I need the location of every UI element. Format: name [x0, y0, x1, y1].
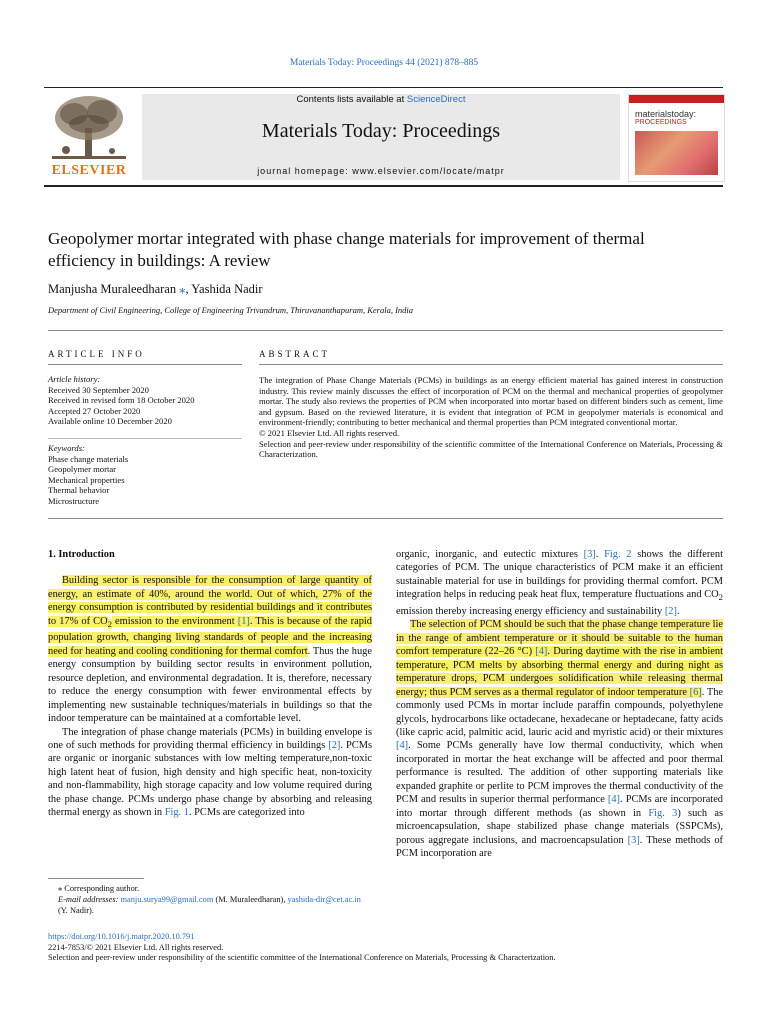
paragraph-text: . PCMs are incorporated into mortar through different methods (as shown in	[396, 794, 724, 819]
history-received: Received 30 September 2020	[48, 384, 149, 395]
abstract-text: The integration of Phase Change Materials (PCMs) in buildings as an energy efficient material has gained interest in construction industry. This review mainly discusses the effect of incorporation of PCM on the thermal and mechanical properties of geopolymer mortar. The study also reviews the properties of PCM when incorporated into mortar based on different binders such as cement, lime and gypsum. Based on the reviewed literature, it is evident that integration of PCM in geopolymer materials is economical and environment-friendly; contributing to better mechanical and thermal properties than PCM integrated conventional mortar.	[259, 375, 723, 428]
doi-link[interactable]: https://doi.org/10.1016/j.matpr.2020.10.791	[48, 932, 195, 941]
corresponding-author-note: ⁎ Corresponding author.	[58, 884, 140, 893]
author-1: Manjusha Muraleedharan	[48, 282, 177, 296]
intro-paragraph-1	[48, 574, 372, 725]
journal-cover-image	[628, 94, 725, 182]
keyword: Microstructure	[48, 495, 100, 506]
header-top-rule	[44, 87, 723, 88]
email-label: E-mail addresses:	[58, 895, 121, 904]
journal-homepage	[142, 166, 620, 176]
journal-reference[interactable]: Materials Today: Proceedings 44 (2021) 878–885	[289, 58, 479, 68]
paragraph-text: . These methods of PCM incorporation are	[396, 834, 723, 860]
homepage-prefix: journal homepage:	[257, 166, 353, 176]
elsevier-wordmark: ELSEVIER	[51, 163, 127, 178]
author-list	[48, 281, 263, 297]
page-footer	[48, 932, 728, 964]
citation-link[interactable]: [4]	[535, 646, 548, 658]
cover-artwork	[635, 131, 718, 175]
abstract-selection: Selection and peer-review under responsibility of the scientific committee of the International Conference on Materials, Processing & Characterization.	[259, 438, 723, 460]
info-top-rule	[48, 330, 723, 331]
corresponding-author-mark[interactable]: ⁎	[179, 282, 186, 296]
paragraph-text: ) such as microencapsulation, shape stabilized phase change materials (SSPCMs), porous aggregate inclusions, and macroencapsulation	[396, 807, 723, 846]
citation-link[interactable]: [3]	[583, 549, 596, 560]
abstract-copyright: © 2021 Elsevier Ltd. All rights reserved.	[259, 427, 400, 438]
co2-subscript: 2	[718, 592, 723, 603]
intro-paragraph-3	[396, 618, 723, 860]
keyword: Phase change materials	[48, 453, 129, 464]
keywords-label: Keywords:	[48, 443, 85, 453]
citation-link[interactable]: [2]	[328, 739, 341, 751]
keywords-rule	[48, 438, 242, 439]
abstract-rule	[259, 364, 723, 365]
highlighted-text: The selection of PCM should be such that the phase change temperature lie in the range of ambient temperature or it should be suitable to the human comfort temperature (22–26 °C)	[396, 619, 723, 658]
paragraph-text: .	[595, 549, 605, 560]
article-info-rule	[48, 364, 242, 365]
paragraph-text: . PCMs are categorized into	[188, 807, 305, 819]
section-heading: 1. Introduction	[48, 549, 115, 560]
highlighted-text: Building sector is responsible for the consumption of large quantity of energy, an estimate of 40%, around the world. Out of which, 27% of the energy consumption is contributed by residential buildings and it contributes to 17% of CO	[48, 575, 372, 627]
author-2: Yashida Nadir	[191, 282, 263, 296]
co2-subscript: 2	[107, 618, 112, 629]
keyword: Mechanical properties	[48, 474, 125, 485]
paragraph-text: The integration of phase change materials (PCMs) in building envelope is one of such methods for providing thermal efficiency in buildings	[48, 726, 372, 751]
citation-link[interactable]: [1]	[237, 615, 250, 627]
intro-paragraph-2	[48, 726, 372, 820]
abstract-bottom-rule	[48, 518, 723, 519]
homepage-url[interactable]: www.elsevier.com/locate/matpr	[352, 166, 505, 176]
intro-column-2	[396, 548, 723, 861]
citation-link[interactable]: [3]	[627, 834, 640, 846]
citation-link[interactable]: [2]	[664, 605, 677, 617]
intro-column-1	[48, 548, 372, 820]
paragraph-text: . Thus the huge energy consumption by building sector results in environment pollution, resource depletion, and environmental degradation. It is, therefore, necessary to reduce the energy consumption with fewer environmental effects by implementing new sustainable techniques/materials in buildings so that the indoor temperature can be maintained at a comfortable level.	[48, 645, 372, 725]
paragraph-text: . PCMs are organic or inorganic substances with low melting temperature,non-toxic high latent heat of fusion, high density and high specific heat, non-toxicity and non-flammability, high storage capacity and low volume required during the phase change. PCMs undergo phase change by absorbing and releasing thermal energy as shown in	[48, 739, 372, 819]
abstract-body	[259, 375, 723, 460]
footer-selection: Selection and peer-review under responsibility of the scientific committee of the International Conference on Materials, Processing & Characterization.	[48, 953, 556, 962]
article-history	[48, 374, 242, 427]
header-bottom-rule	[44, 185, 723, 187]
keyword: Geopolymer mortar	[48, 464, 117, 475]
sciencedirect-link[interactable]: ScienceDirect	[406, 94, 466, 105]
figure-link[interactable]: Fig. 3	[648, 807, 678, 819]
contents-line	[142, 94, 620, 105]
paragraph-text: organic, inorganic, and eutectic mixtures	[396, 549, 584, 560]
keywords	[48, 443, 242, 507]
affiliation: Department of Civil Engineering, College of Engineering Trivandrum, Thiruvananthapuram, Kerala, India	[48, 305, 414, 315]
cover-brand: materialstoday:	[635, 109, 697, 119]
email-owner-1: (M. Muraleedharan),	[213, 895, 288, 904]
footnote-rule	[48, 878, 144, 879]
contents-prefix: Contents lists available at	[296, 94, 407, 105]
citation-link[interactable]: [4]	[396, 740, 409, 752]
paragraph-text: . The commonly used PCMs in mortar include paraffin compounds, polyethylene glycols, hydrocarbons like octadecane, hexadecane or heptadecane, fatty acids (like capric acid, palmitic acid, lauric acid and myristic acid) or their mixtures	[396, 686, 723, 738]
history-label: Article history:	[48, 374, 101, 384]
email-owner-2: (Y. Nadir).	[58, 906, 94, 915]
history-revised: Received in revised form 18 October 2020	[48, 395, 195, 406]
journal-title: Materials Today: Proceedings	[261, 120, 501, 142]
email-link-2[interactable]: yashida-dir@cet.ac.in	[287, 895, 361, 904]
email-addresses	[48, 894, 372, 916]
history-online: Available online 10 December 2020	[48, 416, 172, 427]
article-title: Geopolymer mortar integrated with phase change materials for improvement of thermal efficiency in buildings: A review	[48, 229, 645, 270]
author-separator: ,	[185, 282, 192, 296]
cover-subbrand: PROCEEDINGS	[635, 119, 687, 126]
paragraph-text: . Some PCMs generally have low thermal conductivity, which when incorporated in mortar the heat exchange will be affected and poor thermal performance is resulted. The addition of other supporting materials like expanded graphite or perlite to PCM improves the thermal conductivity of the PCM and results in superior thermal performance	[396, 740, 723, 806]
paragraph-text: shows the different categories of PCM. The unique characteristics of PCM make it an efficient sustainable material for use in buildings for providing thermal comfort. PCM integration helps in reducing peak heat flux, temperature fluctuations and CO	[396, 549, 723, 601]
footnote	[48, 883, 372, 916]
citation-link[interactable]: [6]	[689, 686, 702, 698]
article-info-heading: ARTICLE INFO	[48, 349, 145, 359]
issn-copyright: 2214-7853/© 2021 Elsevier Ltd. All rights reserved.	[48, 942, 224, 952]
keyword: Thermal behavior	[48, 485, 110, 496]
intro-paragraph-2-cont	[396, 548, 723, 618]
history-accepted: Accepted 27 October 2020	[48, 405, 141, 416]
abstract-heading: ABSTRACT	[259, 349, 331, 359]
highlighted-text: . This is because of the rapid population growth, changing living standards of people and the increasing need for heating and cooling conditioning for thermal comfort	[48, 615, 372, 657]
figure-link[interactable]: Fig. 1	[164, 807, 189, 819]
paragraph-text: .	[676, 605, 680, 617]
highlighted-text: . During daytime with the rise in ambient temperature, PCM melts by absorbing thermal energy and during night as temperature drops, PCM undergoes solidification while releasing thermal energy; thus PCM serves as a thermal regulator of indoor temperature	[396, 646, 723, 698]
figure-link[interactable]: Fig. 2	[604, 549, 632, 560]
paragraph-text: emission thereby increasing energy efficiency and sustainability	[396, 605, 665, 617]
email-link-1[interactable]: manju.surya99@gmail.com	[120, 895, 214, 904]
highlighted-text: emission to the environment	[111, 615, 238, 627]
citation-link[interactable]: [4]	[607, 794, 621, 806]
